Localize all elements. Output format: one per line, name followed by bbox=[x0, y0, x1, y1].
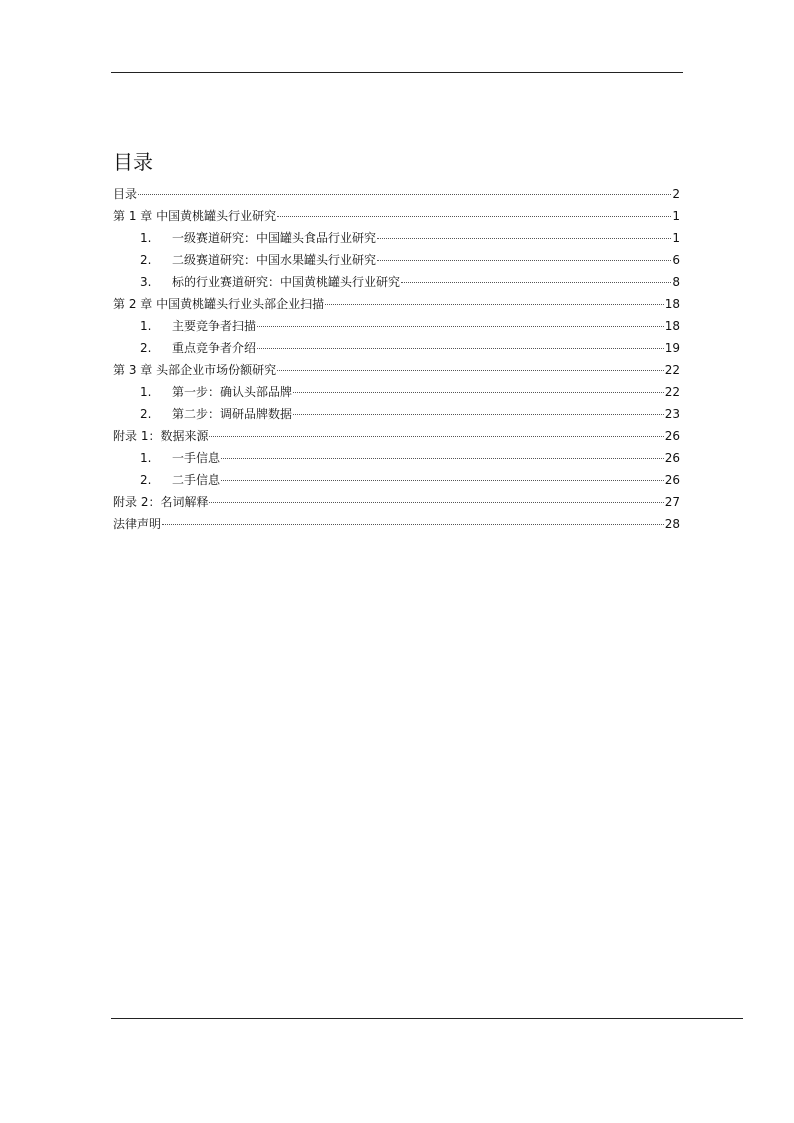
toc-entry[interactable] bbox=[113, 249, 680, 271]
footer-rule bbox=[111, 1018, 743, 1019]
toc-entry-number: 2. bbox=[140, 407, 152, 421]
toc-entry[interactable] bbox=[113, 205, 680, 227]
toc-entry-number: 1. bbox=[140, 451, 152, 465]
toc-dot-leader bbox=[293, 392, 664, 393]
toc-entry-label: 重点竞争者介绍 bbox=[172, 341, 257, 355]
toc-entry-page-number: 8 bbox=[672, 275, 680, 289]
toc-entry-page-number: 1 bbox=[672, 231, 680, 245]
toc-dot-leader bbox=[257, 348, 664, 349]
toc-dot-leader bbox=[325, 304, 664, 305]
toc-entry-number: 3. bbox=[140, 275, 152, 289]
toc-entry-number: 1. bbox=[140, 319, 152, 333]
toc-entry-label: 法律声明 bbox=[113, 517, 162, 531]
toc-entry-label: 第二步：调研品牌数据 bbox=[172, 407, 293, 421]
toc-dot-leader bbox=[138, 194, 671, 195]
toc-entry-label: 二级赛道研究：中国水果罐头行业研究 bbox=[172, 253, 377, 267]
toc-entry[interactable] bbox=[113, 513, 680, 535]
toc-entry-label: 附录 1：数据来源 bbox=[113, 429, 209, 443]
toc-entry-label: 第 1 章 中国黄桃罐头行业研究 bbox=[113, 209, 277, 223]
toc-entry-page-number: 27 bbox=[664, 495, 680, 509]
toc-entry-page-number: 19 bbox=[664, 341, 680, 355]
toc-entry[interactable] bbox=[113, 403, 680, 425]
toc-entry-number: 2. bbox=[140, 253, 152, 267]
toc-dot-leader bbox=[257, 326, 664, 327]
toc-entry[interactable] bbox=[113, 227, 680, 249]
toc-heading: 目录 bbox=[113, 150, 153, 174]
toc-entry-page-number: 26 bbox=[664, 429, 680, 443]
toc-entry[interactable] bbox=[113, 491, 680, 513]
toc-entry[interactable] bbox=[113, 271, 680, 293]
toc-dot-leader bbox=[277, 216, 671, 217]
toc-entry-label: 附录 2：名词解释 bbox=[113, 495, 209, 509]
toc-entry-page-number: 26 bbox=[664, 473, 680, 487]
toc-entry-page-number: 22 bbox=[664, 385, 680, 399]
toc-dot-leader bbox=[377, 260, 671, 261]
toc-entry-page-number: 23 bbox=[664, 407, 680, 421]
toc-entry-page-number: 1 bbox=[672, 209, 680, 223]
toc-dot-leader bbox=[377, 238, 671, 239]
toc-entry-page-number: 22 bbox=[664, 363, 680, 377]
toc-dot-leader bbox=[293, 414, 664, 415]
toc-dot-leader bbox=[209, 502, 663, 503]
toc-entry-page-number: 6 bbox=[672, 253, 680, 267]
toc-dot-leader bbox=[221, 480, 664, 481]
toc-entry[interactable] bbox=[113, 315, 680, 337]
toc-entry[interactable] bbox=[113, 381, 680, 403]
toc-entry[interactable] bbox=[113, 337, 680, 359]
toc-entry-page-number: 26 bbox=[664, 451, 680, 465]
toc-entry[interactable] bbox=[113, 359, 680, 381]
toc-entry[interactable] bbox=[113, 447, 680, 469]
toc-entry-page-number: 18 bbox=[664, 297, 680, 311]
toc-entry-label: 一级赛道研究：中国罐头食品行业研究 bbox=[172, 231, 377, 245]
toc-entry-label: 第一步：确认头部品牌 bbox=[172, 385, 293, 399]
toc-entry[interactable] bbox=[113, 425, 680, 447]
toc-entry-label: 一手信息 bbox=[172, 451, 221, 465]
toc-entry-page-number: 18 bbox=[664, 319, 680, 333]
toc-entry-number: 1. bbox=[140, 231, 152, 245]
toc-entry-number: 2. bbox=[140, 473, 152, 487]
toc-dot-leader bbox=[277, 370, 664, 371]
toc-entry-page-number: 28 bbox=[664, 517, 680, 531]
table-of-contents bbox=[113, 183, 680, 535]
toc-entry-page-number: 2 bbox=[672, 187, 680, 201]
toc-entry-label: 目录 bbox=[113, 187, 138, 201]
toc-entry-label: 标的行业赛道研究：中国黄桃罐头行业研究 bbox=[172, 275, 401, 289]
toc-dot-leader bbox=[401, 282, 671, 283]
toc-entry[interactable] bbox=[113, 183, 680, 205]
toc-entry-label: 主要竞争者扫描 bbox=[172, 319, 257, 333]
toc-entry-label: 二手信息 bbox=[172, 473, 221, 487]
toc-dot-leader bbox=[221, 458, 664, 459]
header-rule bbox=[111, 72, 683, 73]
toc-entry[interactable] bbox=[113, 469, 680, 491]
toc-dot-leader bbox=[162, 524, 664, 525]
toc-dot-leader bbox=[209, 436, 663, 437]
toc-entry-label: 第 2 章 中国黄桃罐头行业头部企业扫描 bbox=[113, 297, 325, 311]
toc-entry-number: 2. bbox=[140, 341, 152, 355]
toc-entry[interactable] bbox=[113, 293, 680, 315]
toc-entry-number: 1. bbox=[140, 385, 152, 399]
toc-entry-label: 第 3 章 头部企业市场份额研究 bbox=[113, 363, 277, 377]
